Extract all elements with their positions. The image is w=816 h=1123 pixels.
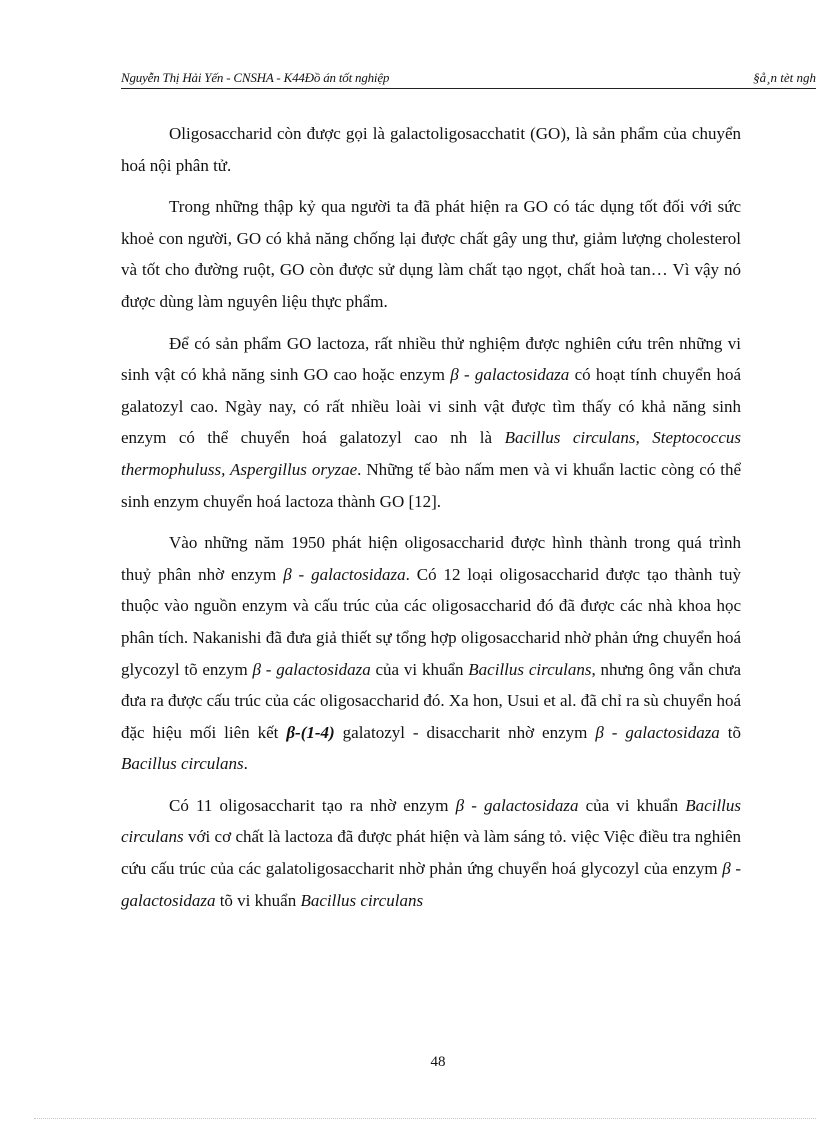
- paragraph-text: Oligosaccharid còn được gọi là galactoligosacchatit (GO), là sản phẩm của chuyển hoá nội phân tử.: [121, 124, 741, 175]
- paragraph-text: Vào những năm 1950 phát hiện oligosaccharid được hình thành trong quá trình thuỷ phân nhờ enzym: [121, 533, 741, 584]
- paragraph-text: Có 11 oligosaccharit tạo ra nhờ enzym: [169, 795, 456, 815]
- paragraph-text: Trong những thập kỷ qua người ta đã phát hiện ra GO có tác dụng tốt đối với sức khoẻ con người, GO có khả năng chống lại được chất gây ung thư, giảm lượng cholesterol và tốt cho đường ruột, GO còn được sử dụng làm chất tạo ngọt, chất hoà tan… Vì vậy nó được dùng làm nguyên liệu thực phẩm.: [121, 197, 741, 311]
- paragraph-2: [121, 191, 741, 317]
- species-names: Bacillus circulans, Steptococcus thermophuluss, Aspergillus oryzae: [121, 428, 741, 479]
- paragraph-text: của vi khuẩn: [370, 659, 469, 679]
- header-running-title: §å¸n tèt ngh: [753, 70, 816, 85]
- enzyme-term: β - galactosidaza: [252, 659, 371, 679]
- paragraph-text: của vi khuẩn: [578, 795, 686, 815]
- page-number: 48: [430, 1054, 446, 1070]
- paragraph-5: [121, 790, 741, 916]
- enzyme-term: β - galactosidaza: [283, 564, 406, 584]
- paragraph-text: Để có sản phẩm GO lactoza, rất nhiều thử nghiệm được nghiên cứu trên những vi sinh vật có khả năng sinh GO cao hoặc enzym: [121, 333, 741, 385]
- footer-divider: [34, 1118, 816, 1120]
- enzyme-term: β - galactosidaza: [455, 795, 579, 815]
- species-name: Bacillus circulans: [121, 754, 244, 774]
- paragraph-text: , nhưng ông vẫn chưa đưa ra được cấu trúc của các oligosaccharid đó. Xa hon, Usui et al. đã chỉ ra sù chuyển hoá đặc hiệu mối liên kết: [121, 659, 742, 742]
- paragraph-text: . Những tế bào nấm men và vi khuẩn lactic còng có thể sinh enzym chuyển hoá lactoza thành GO [12].: [121, 459, 741, 511]
- paragraph-text: có hoạt tính chuyển hoá galatozyl cao. Ngày nay, có rất nhiều loài vi sinh vật được tìm thấy có khả năng sinh enzym có thể chuyển hoá galatozyl cao nh là: [121, 365, 741, 448]
- paragraph-text: .: [243, 754, 248, 774]
- bond-term: β-(1-4): [286, 722, 335, 742]
- paragraph-text: galatozyl - disaccharit nhờ enzym: [334, 722, 596, 742]
- paragraph-text: tõ: [719, 722, 741, 742]
- enzyme-term: β - galactosidaza: [121, 859, 741, 910]
- paragraph-1: [121, 118, 741, 181]
- paragraph-text: tõ vi khuẩn: [215, 890, 301, 910]
- species-name: Bacillus circulans: [121, 795, 742, 847]
- paragraph-text: . Có 12 loại oligosaccharid được tạo thành tuỳ thuộc vào nguồn enzym và cấu trúc của các oligosaccharid đó đã được các nhà khoa học phân tích. Nakanishi đã đưa giả thiết sự tổng hợp oligosaccharid nhờ phản ứng chuyển hoá glycozyl tõ enzym: [121, 564, 742, 679]
- enzyme-term: β - galactosidaza: [595, 722, 720, 742]
- header-author-title: Nguyễn Thị Hải Yến - CNSHA - K44Đồ án tốt nghiệp: [121, 70, 390, 85]
- paragraph-4: [121, 527, 741, 780]
- enzyme-term: β - galactosidaza: [450, 365, 570, 385]
- species-name: Bacillus circulans: [300, 890, 424, 910]
- paragraph-text: với cơ chất là lactoza đã được phát hiện và làm sáng tỏ. việc Việc điều tra nghiên cứu cấu trúc của các galatoligosaccharit nhờ phản ứng chuyển hoá glycozyl của enzym: [121, 827, 741, 879]
- species-name: Bacillus circulans: [468, 659, 592, 679]
- paragraph-3: [121, 328, 741, 518]
- page-header: [121, 66, 816, 89]
- body-text: [121, 118, 741, 926]
